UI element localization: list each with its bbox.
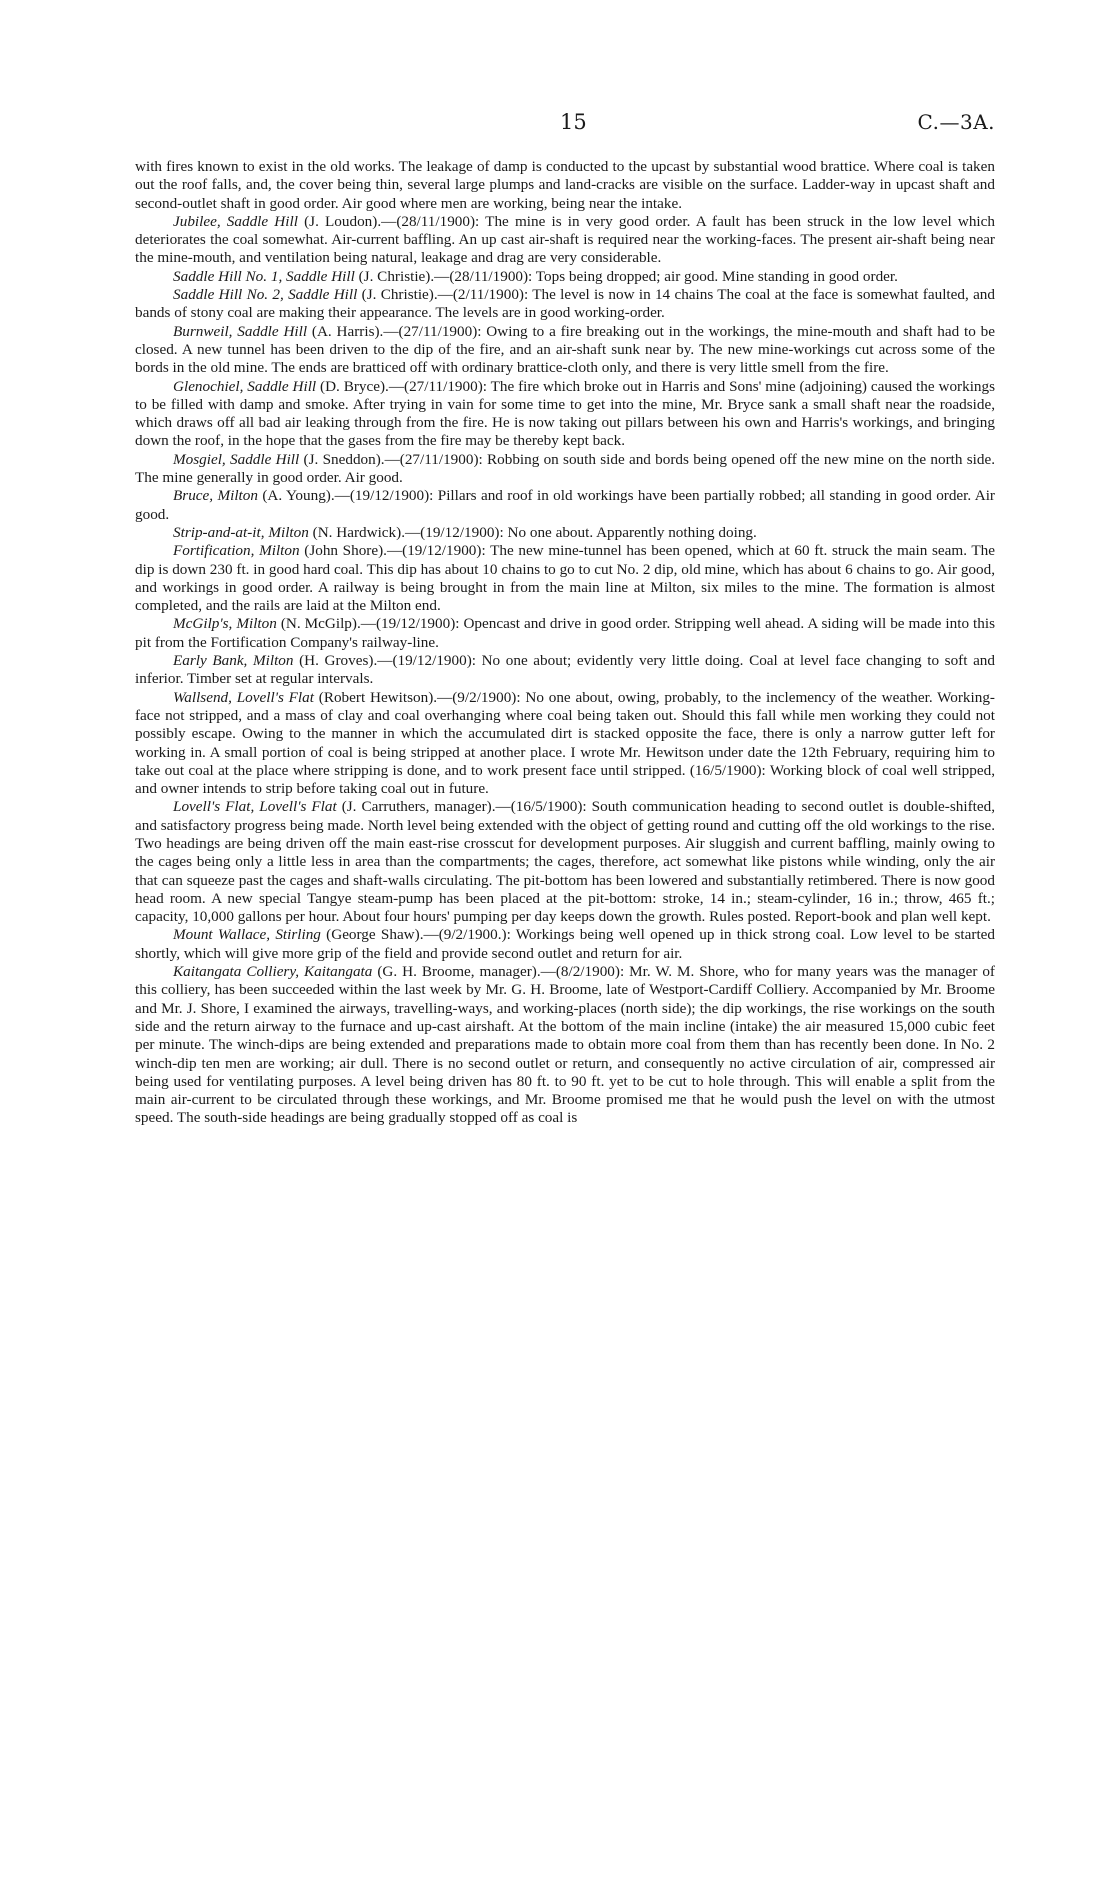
paragraph [135,542,995,615]
mine-name: Wallsend, Lovell's Flat [173,688,314,706]
paragraph-text: (Robert Hewitson).—(9/2/1900): No one about, owing, probably, to the inclemency of the weather. Working-face not stripped, and a mass of clay and coal overhanging where coal being taken out. Should this fall while men working they could not possibly escape. Owing to the manner in which the accumulated dirt is stacked opposite the face, there is only a narrow gutter left for working in. A small portion of coal is being stripped at another place. I wrote Mr. Hewitson under date the 12th February, requiring him to take out coal at the place where stripping is done, and to work present face until stripped. (16/5/1900): Working block of coal well stripped, and owner intends to strip before taking coal out in future. [135,688,995,798]
page-number: 15 [560,110,587,134]
mine-name: Bruce, Milton [173,487,258,505]
paragraph [135,689,995,799]
mine-name: Fortification, Milton [173,542,300,560]
paragraph-text: (D. Bryce).—(27/11/1900): The fire which broke out in Harris and Sons' mine (adjoining) caused the workings to be filled with damp and smoke. After trying in vain for some time to get into the mine, Mr. Bryce sank a small shaft near the roadside, which draws off all bad air leaking through from the fire. He is now taking out pillars between his own and Harris's workings, and bringing down the roof, in the hope that the gases from the fire may be thereby kept back. [135,377,996,450]
paragraph [135,652,995,689]
paragraph-text: (H. Groves).—(19/12/1900): No one about; evidently very little doing. Coal at level face changing to soft and inferior. Timber set at regular intervals. [135,652,995,688]
paragraph [135,487,995,524]
paragraph [135,158,995,213]
mine-name: Saddle Hill No. 1, Saddle Hill [173,267,355,285]
paragraph [135,615,995,652]
page-reference: C.—3A. [917,110,995,134]
paragraph [135,798,995,926]
mine-name: Saddle Hill No. 2, Saddle Hill [173,286,358,304]
mine-name: Mosgiel, Saddle Hill [173,450,300,468]
mine-name: Early Bank, Milton [173,652,294,670]
paragraph-text: (George Shaw).—(9/2/1900.): Workings being well opened up in thick strong coal. Low level to be started shortly, which will give more grip of the field and provide second outlet and return for air. [135,926,995,962]
paragraph-text: (J. Christie).—(2/11/1900): The level is now in 14 chains The coal at the face is somewhat faulted, and bands of stony coal are making their appearance. The levels are in good working-order. [135,286,995,322]
paragraph [135,286,995,323]
mine-name: Jubilee, Saddle Hill [173,212,298,230]
report-body [135,158,995,1128]
mine-name: McGilp's, Milton [173,615,277,633]
paragraph-text: (A. Young).—(19/12/1900): Pillars and roof in old workings have been partially robbed; all standing in good order. Air good. [135,487,995,523]
mine-name: Kaitangata Colliery, Kaitangata [173,963,373,981]
paragraph [135,963,995,1128]
paragraph-text: (G. H. Broome, manager).—(8/2/1900): Mr. W. M. Shore, who for many years was the manager of this colliery, has been succeeded within the last week by Mr. G. H. Broome, late of Westport-Cardiff Colliery. Accompanied by Mr. Broome and Mr. J. Shore, I examined the airways, travelling-ways, and working-places (north side); the dip workings, the rise workings on the south side and the return airway to the furnace and up-cast airshaft. At the bottom of the main incline (intake) the air measured 15,000 cubic feet per minute. The winch-dips are being extended and preparations made to obtain more coal from them than has recently been done. In No. 2 winch-dip ten men are working; air dull. There is no second outlet or return, and consequently no active circulation of air, compressed air being used for ventilating purposes. A level being driven has 80 ft. to 90 ft. yet to be cut to hole through. This will enable a split from the main air-current to be circulated through these workings, and Mr. Broome promised me that he would push the level on with the utmost speed. The south-side headings are being gradually stopped off as coal is [135,963,995,1127]
paragraph-text: (J. Carruthers, manager).—(16/5/1900): South communication heading to second outlet is double-shifted, and satisfactory progress being made. North level being extended with the object of getting round and cutting off the old workings to the rise. Two headings are being driven off the main east-rise crosscut for development purposes. Air sluggish and current baffling, mainly owing to the cages being only a little less in area than the compartments; the cages, therefore, act somewhat like pistons while winding, only the air that can squeeze past the cages and shaft-walls circulating. The pit-bottom has been lowered and substantially retimbered. There is now good head room. A new special Tangye steam-pump has been placed at the pit-bottom: stroke, 14 in.; steam-cylinder, 16 in.; throw, 465 ft.; capacity, 10,000 gallons per hour. About four hours' pumping per day keeps down the growth. Rules posted. Report-book and plan well kept. [135,798,995,926]
mine-name: Strip-and-at-it, Milton [173,523,309,541]
paragraph-text: (J. Sneddon).—(27/11/1900): Robbing on south side and bords being opened off the new mine on the north side. The mine generally in good order. Air good. [135,450,995,487]
mine-name: Glenochiel, Saddle Hill [173,377,317,395]
paragraph [135,268,995,286]
mine-name: Burnweil, Saddle Hill [173,322,308,340]
paragraph [135,378,995,451]
page-header [135,110,995,136]
paragraph [135,524,995,542]
paragraph [135,213,995,268]
paragraph-text: (A. Harris).—(27/11/1900): Owing to a fire breaking out in the workings, the mine-mouth and shaft had to be closed. A new tunnel has been driven to the dip of the fire, and an air-shaft sunk near by. The new mine-workings cut across some of the bords in the old mine. The ends are bratticed off with ordinary brattice-cloth only, and there is very little smell from the fire. [135,322,995,377]
paragraph-text: (J. Loudon).—(28/11/1900): The mine is in very good order. A fault has been struck in the low level which deteriorates the coal somewhat. Air-current baffling. An up cast air-shaft is required near the working-faces. The present air-shaft being near the mine-mouth, and ventilation being natural, leakage and drag are very considerable. [135,212,995,267]
paragraph [135,323,995,378]
paragraph-text: with fires known to exist in the old works. The leakage of damp is conducted to the upcast by substantial wood brattice. Where coal is taken out the roof falls, and, the cover being thin, several large plumps and land-cracks are visible on the surface. Ladder-way in upcast shaft and second-outlet shaft in good order. Air good where men are working, being near the intake. [135,158,995,212]
paragraph [135,451,995,488]
mine-name: Mount Wallace, Stirling [173,926,321,944]
paragraph-text: (N. McGilp).—(19/12/1900): Opencast and drive in good order. Stripping well ahead. A siding will be made into this pit from the Fortification Company's railway-line. [135,615,995,651]
paragraph-text: (John Shore).—(19/12/1900): The new mine-tunnel has been opened, which at 60 ft. struck the main seam. The dip is down 230 ft. in good hard coal. This dip has about 10 chains to go to cut No. 2 dip, old mine, which has about 6 chains to go. Air good, and workings in good order. A railway is being brought in from the main line at Milton, six miles to the mine. The formation is almost completed, and the rails are laid at the Milton end. [135,542,995,615]
paragraph-text: (J. Christie).—(28/11/1900): Tops being dropped; air good. Mine standing in good order. [354,267,898,285]
paragraph [135,926,995,963]
paragraph-text: (N. Hardwick).—(19/12/1900): No one about. Apparently nothing doing. [308,523,757,541]
mine-name: Lovell's Flat, Lovell's Flat [173,798,337,816]
